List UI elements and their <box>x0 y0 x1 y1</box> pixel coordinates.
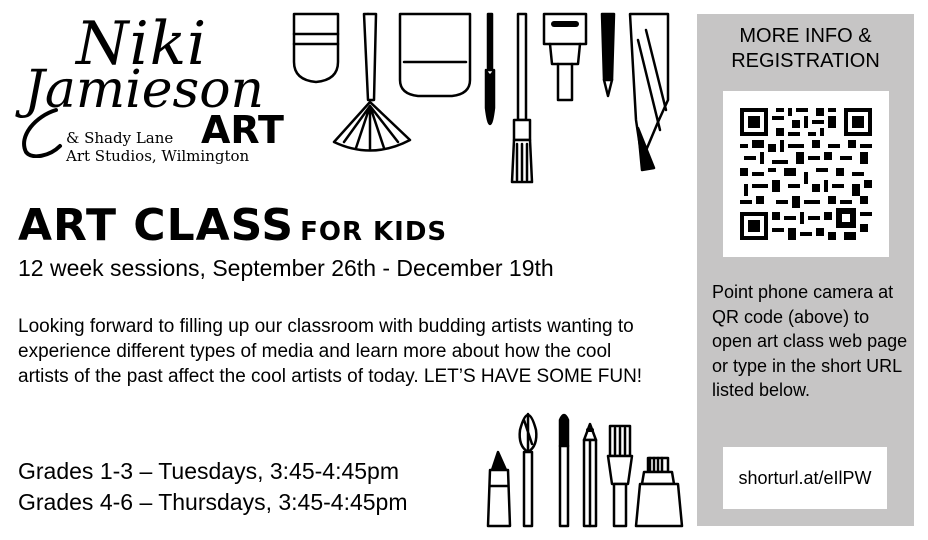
grade-schedule-1: Grades 1-3 – Tuesdays, 3:45-4:45pm <box>18 458 399 484</box>
grade-schedule-2: Grades 4-6 – Thursdays, 3:45-4:45pm <box>18 489 408 515</box>
headline-sub: FOR KIDS <box>300 217 448 247</box>
logo-studio-line1: & Shady Lane <box>66 129 174 147</box>
art-tools-top-icon <box>286 10 686 190</box>
logo-name-last: Jamieson <box>24 60 265 120</box>
registration-panel <box>697 14 914 526</box>
qr-code[interactable] <box>723 91 889 257</box>
class-description: Looking forward to filling up our classroom with budding artists wanting to experience different types of media and learn more about how the cool artists of the past affect the cool artists of today. LET’S HAVE SOME FUN! <box>18 316 643 387</box>
short-url-link[interactable]: shorturl.at/eIlPW <box>723 447 887 509</box>
logo-name-first: Niki <box>76 9 208 79</box>
logo-studio-line2: Art Studios, Wilmington <box>66 147 250 165</box>
qr-code-icon <box>740 108 872 240</box>
headline <box>18 200 447 251</box>
brand-logo <box>14 10 284 170</box>
headline-main: ART CLASS <box>18 200 295 251</box>
art-tools-bottom-icon <box>484 400 684 530</box>
session-dates: 12 week sessions, September 26th - December 19th <box>18 255 554 281</box>
qr-instructions: Point phone camera at QR code (above) to open art class web page or type in the short URL listed below. <box>712 282 908 400</box>
registration-title: MORE INFO & REGISTRATION <box>731 25 880 72</box>
logo-art: ART <box>201 108 284 152</box>
